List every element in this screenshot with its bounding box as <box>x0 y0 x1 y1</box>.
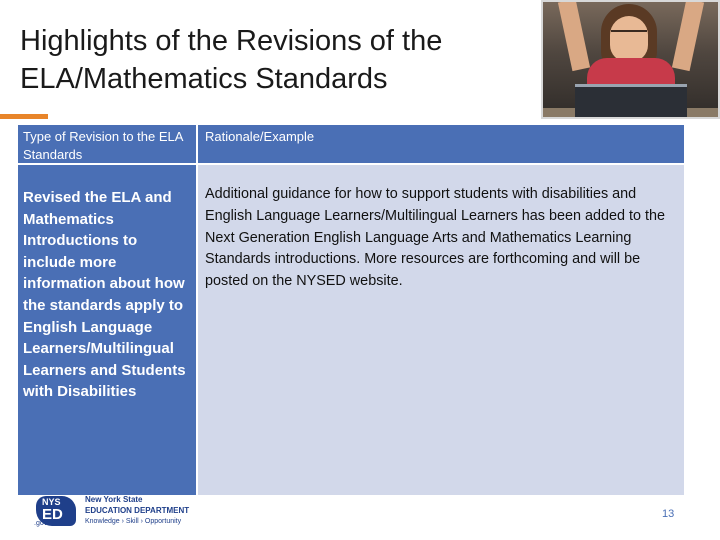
slide-title: Highlights of the Revisions of the ELA/Mathematics Standards <box>20 25 443 95</box>
nysed-logo <box>32 494 197 530</box>
nysed-mark-icon: NYS ED .gov <box>32 494 78 530</box>
logo-line-1: New York State <box>85 495 143 504</box>
table-cell-rationale: Additional guidance for how to support students with disabilities and English Language Learners/Multilingual Learners has been added to the Next Generation English Language Arts and Mathematics Learning Standards introductions. More resources are forthcoming and will be posted on the NYSED website. <box>198 165 684 495</box>
revisions-table <box>18 125 684 495</box>
table-header-type: Type of Revision to the ELA Standards <box>18 125 196 163</box>
logo-line-2: EDUCATION DEPARTMENT <box>85 506 190 515</box>
student-photo <box>541 0 720 119</box>
table-cell-revision-type: Revised the ELA and Mathematics Introductions to include more information about how the standards apply to English Language Learners/Multilingual Learners and Students with Disabilities <box>18 165 196 495</box>
logo-tagline: Knowledge › Skill › Opportunity <box>85 518 182 525</box>
title-accent-rule <box>0 114 48 119</box>
table-header-rationale: Rationale/Example <box>198 125 684 163</box>
page-number: 13 <box>662 508 675 520</box>
